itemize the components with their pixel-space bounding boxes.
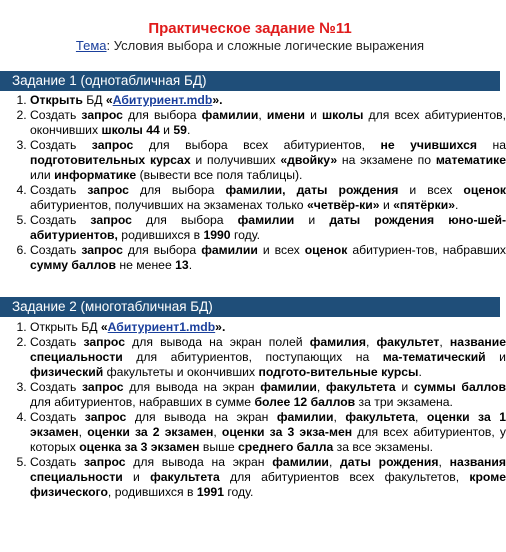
task-text: и xyxy=(122,470,151,484)
task-text: запрос xyxy=(81,243,123,257)
task-text: факультета xyxy=(326,380,396,394)
task-text: родившихся в xyxy=(117,228,204,242)
task-text: для выбора всех абитуриентов, xyxy=(133,138,381,152)
topic-line xyxy=(0,38,500,53)
task-text: физический xyxy=(30,365,104,379)
task-text: для абитуриентов, набравших в сумме xyxy=(30,395,255,409)
task-text: Создать xyxy=(30,380,83,394)
task-text: ». xyxy=(212,93,223,107)
task-text: и xyxy=(379,198,394,212)
page-title: Практическое задание №11 xyxy=(148,20,352,37)
task-text: для вывода на экран xyxy=(123,380,261,394)
task-text: « xyxy=(105,93,113,107)
task-1-2 xyxy=(30,108,506,138)
task-text: , xyxy=(439,335,450,349)
task-text: ». xyxy=(215,320,226,334)
task-text: , xyxy=(328,455,341,469)
task-2-3 xyxy=(30,380,506,410)
task-2-4 xyxy=(30,410,506,455)
section-1-task-list xyxy=(10,93,506,273)
task-text: . xyxy=(188,258,193,272)
task-text: или xyxy=(30,168,55,182)
topic-label: Тема xyxy=(75,38,107,53)
task-text: имени xyxy=(266,108,305,122)
section-1-header: Задание 1 (однотабличная БД) xyxy=(0,71,500,91)
task-text: факультеты и окончивших xyxy=(103,365,259,379)
task-text: название специальности xyxy=(30,335,506,364)
task-text: фамилии, даты рождения xyxy=(225,183,399,197)
task-text: 13 xyxy=(175,258,189,272)
task-text: « xyxy=(100,320,108,334)
task-text: Создать xyxy=(30,410,85,424)
task-text: на экзамене по xyxy=(337,153,436,167)
task-text: школы xyxy=(322,108,364,122)
task-text: Открыть БД xyxy=(30,320,101,334)
task-text: , xyxy=(213,425,222,439)
task-text: фамилии xyxy=(201,243,258,257)
task-2-5 xyxy=(30,455,506,500)
section-2-task-list xyxy=(10,320,506,500)
task-text: запрос xyxy=(82,380,124,394)
task-text: для выбора xyxy=(122,243,202,257)
task-text: Создать xyxy=(30,108,82,122)
task-text: для выбора xyxy=(128,183,226,197)
task-text: названия специальности xyxy=(30,455,506,484)
task-text: и всех xyxy=(257,243,305,257)
task-text: факультета xyxy=(150,470,220,484)
task-text: (вывести все поля таблицы). xyxy=(136,168,303,182)
task-text: фамилии xyxy=(237,213,295,227)
section-2-header: Задание 2 (многотабличная БД) xyxy=(0,297,500,317)
task-text: абитуриен-тов, набравших xyxy=(347,243,506,257)
task-text: за три экзамена. xyxy=(355,395,453,409)
task-text: и xyxy=(395,380,414,394)
task-text: выше xyxy=(199,440,239,454)
task-text: году. xyxy=(230,228,261,242)
task-2-1 xyxy=(30,320,506,335)
task-text: , xyxy=(333,410,346,424)
task-text: Открыть xyxy=(30,93,83,107)
task-text: , xyxy=(258,108,267,122)
task-text: . xyxy=(186,123,191,137)
task-1-4 xyxy=(30,183,506,213)
task-text: для выбора xyxy=(122,108,202,122)
task-text: ма-тематический xyxy=(382,350,486,364)
task-text: фамилии xyxy=(260,380,317,394)
task-text: подготовительных курсах xyxy=(30,153,191,167)
task-text: фамилии xyxy=(276,410,334,424)
task-text: и xyxy=(294,213,330,227)
task-text: для абитуриентов всех факультетов, xyxy=(219,470,470,484)
task-text: , xyxy=(438,455,450,469)
database-file-link[interactable]: Абитуриент1.mdb xyxy=(107,320,216,334)
task-text: фамилии xyxy=(272,455,329,469)
task-text: и xyxy=(159,123,174,137)
task-text: Создать xyxy=(30,335,84,349)
database-file-link[interactable]: Абитуриент.mdb xyxy=(112,93,213,107)
task-text: запрос xyxy=(91,138,134,152)
task-text: для абитуриентов, поступающих на xyxy=(122,350,383,364)
task-text: информатике xyxy=(54,168,137,182)
task-text: не менее xyxy=(116,258,176,272)
task-text: оценки за 3 экза-мен xyxy=(221,425,353,439)
task-text: для вывода на экран xyxy=(126,410,277,424)
task-text: Создать xyxy=(30,213,91,227)
task-text: за все экзамены. xyxy=(333,440,434,454)
task-text: школы 44 xyxy=(101,123,160,137)
task-text: Создать xyxy=(30,138,92,152)
task-text: , xyxy=(366,335,377,349)
task-text: запрос xyxy=(84,410,127,424)
task-text: для всех абитуриентов, у которых xyxy=(30,425,506,454)
task-text: фамилия xyxy=(309,335,366,349)
task-text: подгото-вительные курсы xyxy=(258,365,419,379)
task-text: для вывода на экран полей xyxy=(125,335,310,349)
task-text: «четвёр-ки» xyxy=(306,198,380,212)
task-text: для вывода на экран xyxy=(125,455,273,469)
topic-text: : Условия выбора и сложные логические выражения xyxy=(106,38,425,53)
task-text: БД xyxy=(82,93,106,107)
task-text: даты рождения юно-шей-абитуриентов, xyxy=(30,213,506,242)
task-text: и всех xyxy=(398,183,464,197)
task-text: на xyxy=(477,138,506,152)
task-text: оценки за 2 экзамен xyxy=(87,425,214,439)
task-text: запрос xyxy=(84,455,126,469)
task-1-5 xyxy=(30,213,506,243)
task-text: запрос xyxy=(87,183,129,197)
task-1-3 xyxy=(30,138,506,183)
task-1-6 xyxy=(30,243,506,273)
task-text: сумму баллов xyxy=(30,258,116,272)
task-text: 1990 xyxy=(203,228,231,242)
task-text: 59 xyxy=(173,123,187,137)
task-text: кроме физического xyxy=(30,470,506,499)
task-text: для выбора xyxy=(131,213,238,227)
task-text: , родившихся в xyxy=(107,485,197,499)
task-text: «двойку» xyxy=(280,153,338,167)
task-text: факультет xyxy=(376,335,440,349)
task-text: математике xyxy=(435,153,506,167)
task-2-2 xyxy=(30,335,506,380)
task-text: суммы баллов xyxy=(413,380,506,394)
task-text: , xyxy=(316,380,327,394)
task-text: среднего балла xyxy=(238,440,334,454)
task-text: запрос xyxy=(81,108,123,122)
task-text: «пятёрки» xyxy=(393,198,455,212)
task-text: и xyxy=(304,108,323,122)
task-1-1 xyxy=(30,93,506,108)
task-text: , xyxy=(78,425,88,439)
task-text: даты рождения xyxy=(340,455,439,469)
task-text: . xyxy=(454,198,459,212)
task-text: Создать xyxy=(30,243,82,257)
task-text: фамилии xyxy=(201,108,259,122)
task-text: и xyxy=(485,350,506,364)
task-text: оценок xyxy=(304,243,348,257)
task-text: , xyxy=(415,410,427,424)
task-text: и получивших xyxy=(190,153,281,167)
task-text: Создать xyxy=(30,455,85,469)
task-text: оценки за 1 экзамен xyxy=(30,410,506,439)
task-text: факультета xyxy=(345,410,416,424)
task-text: не учившихся xyxy=(380,138,477,152)
task-text: 1991 xyxy=(196,485,224,499)
task-text: Создать xyxy=(30,183,88,197)
task-text: абитуриентов, получивших на экзаменах только xyxy=(30,198,307,212)
task-text: запрос xyxy=(83,335,125,349)
task-text: более 12 баллов xyxy=(254,395,356,409)
task-text: оценка за 3 экзамен xyxy=(79,440,200,454)
task-text: запрос xyxy=(90,213,132,227)
task-text: оценок xyxy=(463,183,506,197)
task-text: . xyxy=(418,365,422,379)
task-text: году. xyxy=(223,485,254,499)
task-text: для всех абитуриентов, окончивших xyxy=(30,108,506,137)
